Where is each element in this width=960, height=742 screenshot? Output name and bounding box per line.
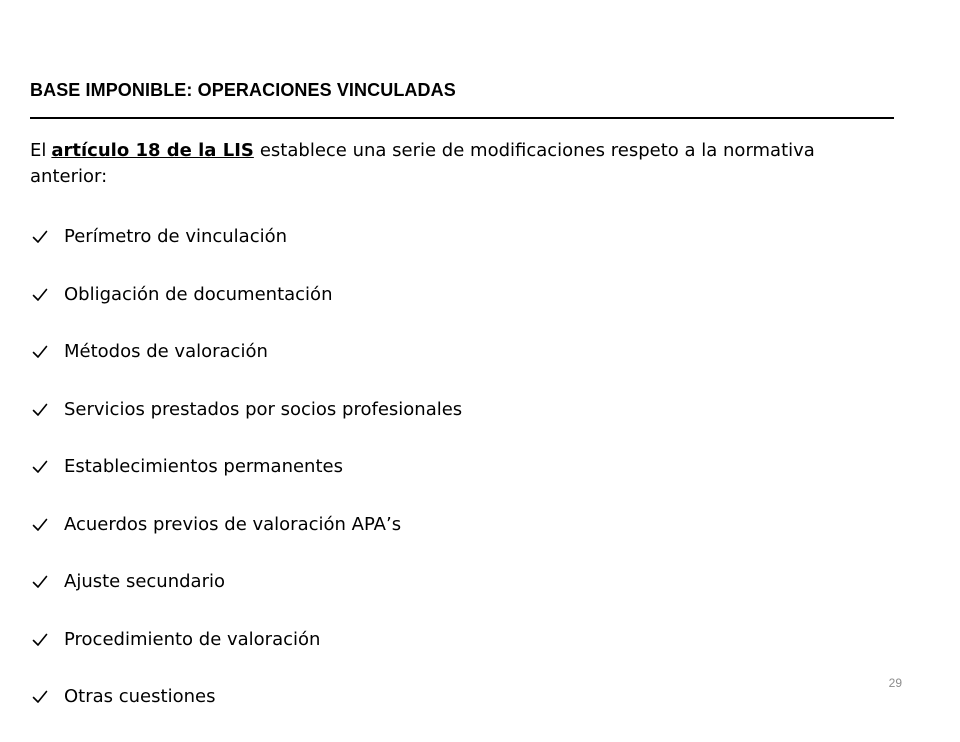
intro-paragraph [30, 138, 880, 190]
list-item-label: Servicios prestados por socios profesionales [64, 398, 463, 420]
check-icon [32, 574, 48, 590]
list-item-label: Otras cuestiones [64, 686, 216, 707]
check-icon [32, 402, 48, 418]
slide-title: BASE IMPONIBLE: OPERACIONES VINCULADAS [30, 80, 456, 100]
check-icon [32, 632, 48, 648]
title-divider [30, 117, 894, 119]
law-reference-link[interactable]: artículo 18 de la LIS [51, 140, 254, 161]
list-item [32, 627, 462, 685]
list-item-label: Ajuste secundario [64, 571, 225, 592]
list-item [32, 512, 462, 570]
list-item [32, 397, 462, 455]
check-icon [32, 229, 48, 245]
list-item-label: Perímetro de vinculación [64, 226, 288, 247]
check-icon [32, 287, 48, 303]
list-item [32, 684, 462, 742]
list-item [32, 282, 462, 340]
list-item-label: Establecimientos permanentes [64, 456, 343, 477]
check-icon [32, 689, 48, 705]
list-item [32, 454, 462, 512]
check-icon [32, 344, 48, 360]
list-item-label: Procedimiento de valoración [64, 628, 321, 650]
check-icon [32, 517, 48, 533]
page-number: 29 [888, 676, 902, 690]
list-item-label: Acuerdos previos de valoración APA’s [64, 513, 402, 535]
intro-prefix: El [30, 140, 47, 161]
list-item-label: Métodos de valoración [64, 341, 268, 362]
list-item [32, 569, 462, 627]
modifications-checklist [32, 224, 462, 742]
intro-rest: establece una serie de modificaciones respeto a la normativa anterior: [30, 140, 815, 187]
list-item [32, 339, 462, 397]
check-icon [32, 459, 48, 475]
list-item-label: Obligación de documentación [64, 283, 333, 305]
list-item [32, 224, 462, 282]
